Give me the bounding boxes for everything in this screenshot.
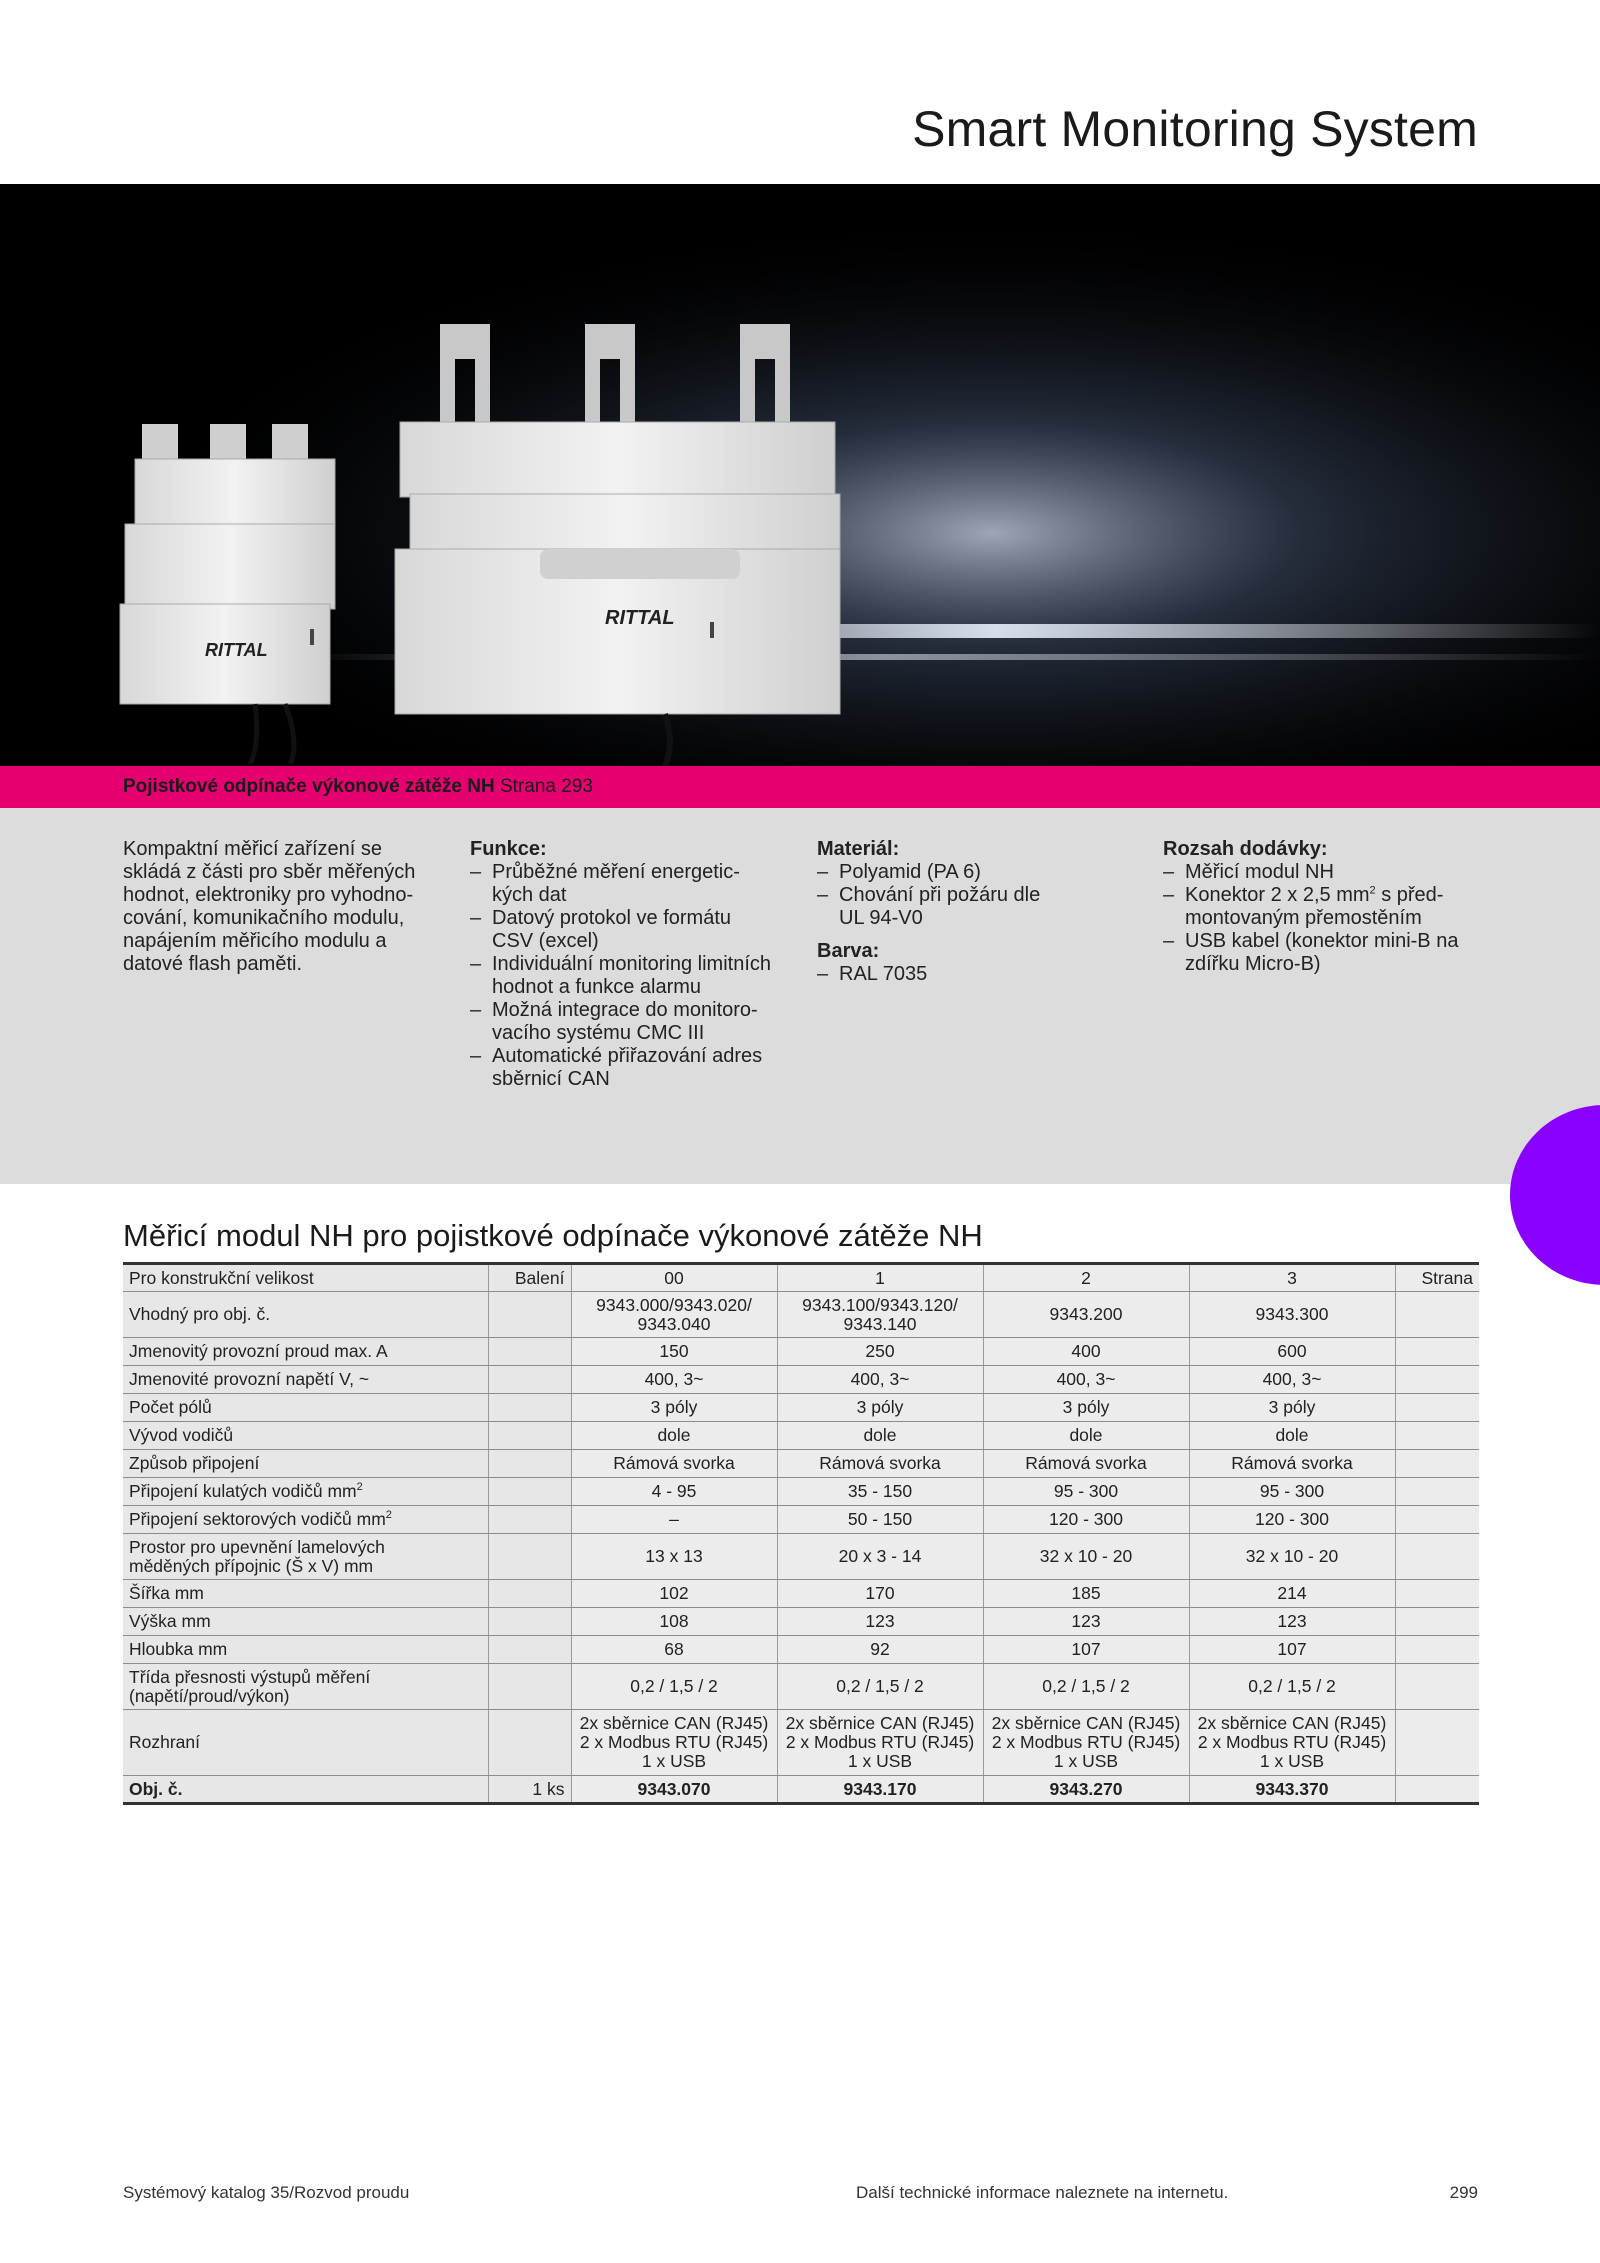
funkce-heading: Funkce: — [470, 838, 547, 860]
header-size: 3 — [1189, 1264, 1395, 1292]
row-value: 120 - 300 — [983, 1506, 1189, 1534]
row-page — [1395, 1366, 1479, 1394]
banner-title: Pojistkové odpínače výkonové zátěže NH — [123, 776, 495, 797]
row-value: 170 — [777, 1580, 983, 1608]
row-label: Počet pólů — [123, 1394, 488, 1422]
row-label: Šířka mm — [123, 1580, 488, 1608]
row-value: Rámová svorka — [571, 1450, 777, 1478]
svg-text:RITTAL: RITTAL — [605, 607, 675, 629]
row-value: 68 — [571, 1636, 777, 1664]
row-value: 32 x 10 - 20 — [1189, 1534, 1395, 1580]
header-size: 1 — [777, 1264, 983, 1292]
row-value: 2x sběrnice CAN (RJ45) 2 x Modbus RTU (RJ45) 1 x USB — [777, 1710, 983, 1776]
row-page — [1395, 1506, 1479, 1534]
header-pack: Balení — [488, 1264, 571, 1292]
material-heading: Materiál: — [817, 838, 900, 860]
row-value: 214 — [1189, 1580, 1395, 1608]
row-pack — [488, 1506, 571, 1534]
row-value: 400, 3~ — [983, 1366, 1189, 1394]
row-value: 50 - 150 — [777, 1506, 983, 1534]
row-value: 108 — [571, 1608, 777, 1636]
row-value: 3 póly — [1189, 1394, 1395, 1422]
table-row — [123, 1664, 1479, 1710]
row-page — [1395, 1608, 1479, 1636]
list-item: – RAL 7035 — [817, 963, 1137, 986]
row-value: 120 - 300 — [1189, 1506, 1395, 1534]
list-item: – Měřicí modul NH — [1163, 861, 1493, 884]
row-label: Jmenovitý provozní proud max. A — [123, 1338, 488, 1366]
row-pack — [488, 1608, 571, 1636]
row-value: 3 póly — [983, 1394, 1189, 1422]
header-label: Pro konstrukční velikost — [123, 1264, 488, 1292]
table-row — [123, 1292, 1479, 1338]
footer-catalog: Systémový katalog 35/Rozvod proudu — [123, 2183, 410, 2202]
row-pack — [488, 1636, 571, 1664]
row-page — [1395, 1664, 1479, 1710]
row-label: Prostor pro upevnění lamelových měděných přípojnic (Š x V) mm — [123, 1534, 488, 1580]
table-row — [123, 1478, 1479, 1506]
row-value: dole — [1189, 1422, 1395, 1450]
row-pack — [488, 1422, 571, 1450]
row-value: dole — [777, 1422, 983, 1450]
row-pack — [488, 1450, 571, 1478]
table-row — [123, 1608, 1479, 1636]
page-title: Smart Monitoring System — [912, 101, 1478, 157]
banner — [0, 766, 1600, 808]
rozsah-heading: Rozsah dodávky: — [1163, 838, 1328, 860]
row-page — [1395, 1478, 1479, 1506]
row-value: 123 — [1189, 1608, 1395, 1636]
order-number: 9343.170 — [777, 1776, 983, 1804]
row-label: Výška mm — [123, 1608, 488, 1636]
row-pack — [488, 1664, 571, 1710]
row-pack — [488, 1580, 571, 1608]
order-number: 9343.070 — [571, 1776, 777, 1804]
row-value: 400, 3~ — [571, 1366, 777, 1394]
row-value: 9343.200 — [983, 1292, 1189, 1338]
list-item: – Průběžné měření energetic- kých dat — [470, 861, 790, 907]
row-value: 9343.000/9343.020/ 9343.040 — [571, 1292, 777, 1338]
row-value: 92 — [777, 1636, 983, 1664]
intro-description: Kompaktní měřicí zařízení se skládá z části pro sběr měřených hodnot, elektroniky pro vyhodno- cování, komunikačního modulu, napájením měřicího modulu a datové flash paměti. — [123, 838, 416, 975]
list-item: – USB kabel (konektor mini-B na zdířku Micro-B) — [1163, 930, 1493, 976]
row-value: 2x sběrnice CAN (RJ45) 2 x Modbus RTU (RJ45) 1 x USB — [1189, 1710, 1395, 1776]
list-item: – Automatické přiřazování adres sběrnicí CAN — [470, 1045, 790, 1091]
row-value: 102 — [571, 1580, 777, 1608]
row-value: 0,2 / 1,5 / 2 — [983, 1664, 1189, 1710]
rozsah-column — [1163, 838, 1493, 976]
banner-page-ref[interactable]: Strana 293 — [499, 776, 593, 797]
table-row — [123, 1394, 1479, 1422]
row-value: 9343.300 — [1189, 1292, 1395, 1338]
table-row — [123, 1366, 1479, 1394]
row-value: 107 — [983, 1636, 1189, 1664]
row-value: Rámová svorka — [777, 1450, 983, 1478]
table-row — [123, 1422, 1479, 1450]
row-value: 185 — [983, 1580, 1189, 1608]
row-value: – — [571, 1506, 777, 1534]
row-value: 20 x 3 - 14 — [777, 1534, 983, 1580]
order-row — [123, 1776, 1479, 1804]
table-row — [123, 1450, 1479, 1478]
row-page — [1395, 1534, 1479, 1580]
table-row — [123, 1534, 1479, 1580]
table-row — [123, 1338, 1479, 1366]
row-label: Připojení sektorových vodičů $mm^2$ — [123, 1506, 488, 1534]
row-value: dole — [571, 1422, 777, 1450]
header-page: Strana — [1395, 1264, 1479, 1292]
funkce-column — [470, 838, 790, 1091]
row-value: 4 - 95 — [571, 1478, 777, 1506]
material-column — [817, 838, 1137, 986]
list-item: – Možná integrace do monitoro- vacího systému CMC III — [470, 999, 790, 1045]
row-value: 2x sběrnice CAN (RJ45) 2 x Modbus RTU (RJ45) 1 x USB — [983, 1710, 1189, 1776]
row-value: dole — [983, 1422, 1189, 1450]
order-number: 9343.370 — [1189, 1776, 1395, 1804]
row-value: 400, 3~ — [777, 1366, 983, 1394]
row-page — [1395, 1710, 1479, 1776]
row-value: 35 - 150 — [777, 1478, 983, 1506]
hero-product-image — [0, 184, 1600, 766]
row-pack — [488, 1366, 571, 1394]
row-page — [1395, 1450, 1479, 1478]
list-item: – Individuální monitoring limitních hodnot a funkce alarmu — [470, 953, 790, 999]
row-label: Způsob připojení — [123, 1450, 488, 1478]
row-page — [1395, 1580, 1479, 1608]
row-page — [1395, 1636, 1479, 1664]
row-pack — [488, 1534, 571, 1580]
order-label: Obj. č. — [123, 1776, 488, 1804]
list-item: – Datový protokol ve formátu CSV (excel) — [470, 907, 790, 953]
row-value: 0,2 / 1,5 / 2 — [1189, 1664, 1395, 1710]
row-value: 0,2 / 1,5 / 2 — [777, 1664, 983, 1710]
row-value: 9343.100/9343.120/ 9343.140 — [777, 1292, 983, 1338]
row-value: 107 — [1189, 1636, 1395, 1664]
order-pack: 1 ks — [488, 1776, 571, 1804]
row-value: 400 — [983, 1338, 1189, 1366]
barva-heading: Barva: — [817, 940, 880, 962]
row-value: 32 x 10 - 20 — [983, 1534, 1189, 1580]
row-label: Rozhraní — [123, 1710, 488, 1776]
table-row — [123, 1580, 1479, 1608]
row-label: Vhodný pro obj. č. — [123, 1292, 488, 1338]
table-header-row — [123, 1264, 1479, 1292]
row-pack — [488, 1478, 571, 1506]
row-value: Rámová svorka — [1189, 1450, 1395, 1478]
spec-table — [123, 1262, 1479, 1805]
section-title: Měřicí modul NH pro pojistkové odpínače výkonové zátěže NH — [123, 1218, 983, 1253]
row-label: Vývod vodičů — [123, 1422, 488, 1450]
row-value: 2x sběrnice CAN (RJ45) 2 x Modbus RTU (RJ45) 1 x USB — [571, 1710, 777, 1776]
header-size: 2 — [983, 1264, 1189, 1292]
row-value: 600 — [1189, 1338, 1395, 1366]
row-pack — [488, 1338, 571, 1366]
intro-section — [0, 808, 1600, 1184]
row-value: 13 x 13 — [571, 1534, 777, 1580]
row-value: 95 - 300 — [1189, 1478, 1395, 1506]
list-item: – Polyamid (PA 6) — [817, 861, 1137, 884]
row-pack — [488, 1710, 571, 1776]
row-label: Třída přesnosti výstupů měření (napětí/proud/výkon) — [123, 1664, 488, 1710]
row-value: 3 póly — [571, 1394, 777, 1422]
row-page — [1395, 1292, 1479, 1338]
row-label: Hloubka mm — [123, 1636, 488, 1664]
footer-info: Další technické informace naleznete na internetu. — [856, 2183, 1229, 2202]
row-value: 123 — [777, 1608, 983, 1636]
row-page — [1395, 1422, 1479, 1450]
row-value: Rámová svorka — [983, 1450, 1189, 1478]
row-pack — [488, 1292, 571, 1338]
list-item: – Konektor 2 x 2,5 $mm^2$ s před- montovaným přemostěním — [1163, 884, 1493, 930]
row-value: 250 — [777, 1338, 983, 1366]
order-page — [1395, 1776, 1479, 1804]
row-value: 3 póly — [777, 1394, 983, 1422]
row-value: 0,2 / 1,5 / 2 — [571, 1664, 777, 1710]
order-number: 9343.270 — [983, 1776, 1189, 1804]
header-size: 00 — [571, 1264, 777, 1292]
svg-text:RITTAL: RITTAL — [205, 640, 268, 660]
list-item: – Chování při požáru dle UL 94-V0 — [817, 884, 1137, 930]
table-row — [123, 1710, 1479, 1776]
row-value: 95 - 300 — [983, 1478, 1189, 1506]
row-page — [1395, 1394, 1479, 1422]
row-label: Jmenovité provozní napětí V, ~ — [123, 1366, 488, 1394]
row-value: 400, 3~ — [1189, 1366, 1395, 1394]
table-row — [123, 1636, 1479, 1664]
row-label: Připojení kulatých vodičů $mm^2$ — [123, 1478, 488, 1506]
row-value: 123 — [983, 1608, 1189, 1636]
table-row — [123, 1506, 1479, 1534]
row-value: 150 — [571, 1338, 777, 1366]
row-pack — [488, 1394, 571, 1422]
row-page — [1395, 1338, 1479, 1366]
page-number: 299 — [1449, 2183, 1478, 2202]
